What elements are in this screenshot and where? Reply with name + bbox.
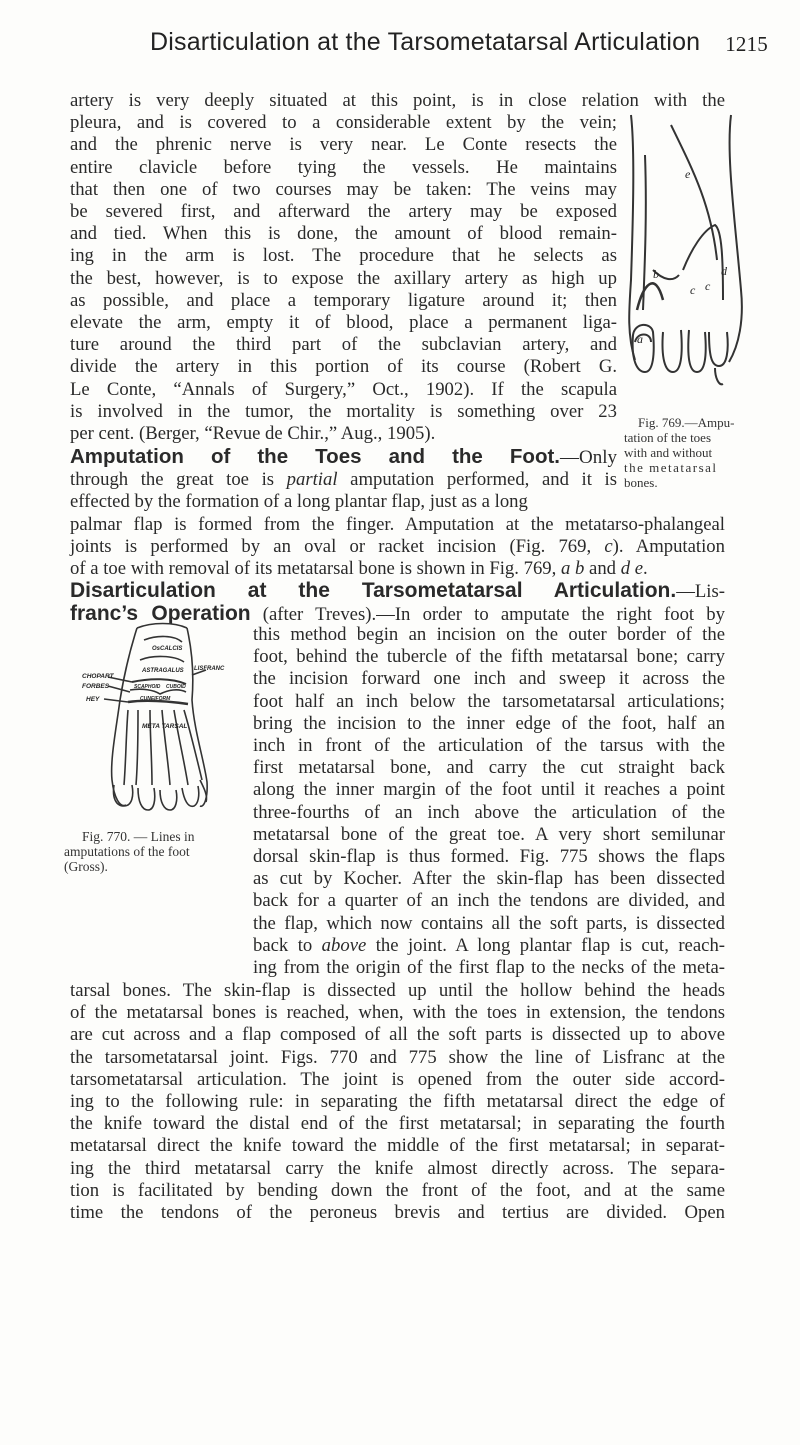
text-line: elevate the arm, empty it of blood, place a permanent liga- <box>70 312 617 334</box>
text-line: as cut by Kocher. After the skin-flap has been dissected <box>253 868 725 890</box>
caption-line: Fig. 770. — Lines in <box>82 829 195 844</box>
text-line: and tied. When this is done, the amount of blood remain- <box>70 223 617 245</box>
fig769-label-b: b <box>653 267 659 281</box>
text-line: as possible, and place a temporary ligature around it; then <box>70 289 617 311</box>
italic-run: d e <box>620 558 643 580</box>
fig770-label-metatarsal: META TARSAL <box>142 723 188 730</box>
text-line: pleura, and is covered to a considerable extent by the vein; <box>70 112 617 134</box>
fig770-label-chopart: CHOPART <box>82 673 114 680</box>
fig770-label-oscalcis: OsCALCIS <box>152 646 183 652</box>
text-line: time the tendons of the peroneus brevis and tertius are divided. Open <box>70 1202 725 1224</box>
fig770-label-cuneiform: CUNEIFORM <box>140 696 171 702</box>
caption-line: amputations of the foot <box>64 844 190 859</box>
figure-770-foot-lines <box>82 620 247 820</box>
text-line: entire clavicle before tying the vessels. He maintains <box>70 156 617 178</box>
fig769-label-a: a <box>637 332 643 346</box>
fig770-label-hey: HEY <box>86 696 100 703</box>
text-line <box>70 536 725 558</box>
section-heading-line <box>70 580 725 603</box>
text-line: ture around the third part of the subclavian artery, and <box>70 334 617 356</box>
text-line: Le Conte, “Annals of Surgery,” Oct., 1902). If the scapula <box>70 378 617 400</box>
text-line: dorsal skin-flap is thus formed. Fig. 775 shows the flaps <box>253 846 725 868</box>
text-line: metatarsal direct the knife toward the middle of the first metatarsal; in separat- <box>70 1135 725 1157</box>
text-line: the incision forward one inch and sweep it across the <box>253 668 725 690</box>
text-run: (after Treves).—In order to amputate the right foot by <box>250 604 725 626</box>
section-heading-cont: franc’s Operation <box>70 602 251 626</box>
figure-769-caption <box>624 415 749 490</box>
text-line: and the phrenic nerve is very near. Le Conte resects the <box>70 134 617 156</box>
text-line: ing the third metatarsal carry the knife almost directly across. The separa- <box>70 1157 725 1179</box>
lisfranc-wrapped-text <box>253 624 725 979</box>
figure-769-toe-amputation <box>623 110 753 410</box>
text-line: of the metatarsal bones is reached, when, with the toes in extension, the tendons <box>70 1002 725 1024</box>
header-title: Disarticulation at the Tarsometatarsal Articulation <box>150 28 701 56</box>
text-line <box>253 935 725 957</box>
section-lead: —Only <box>560 447 617 468</box>
text-run: through the great toe is <box>70 469 287 491</box>
italic-run: partial <box>286 469 338 491</box>
figure-770-caption <box>64 829 244 874</box>
fig769-label-e: e <box>685 167 691 181</box>
caption-line: with and without <box>624 445 713 460</box>
text-line: foot half an inch below the tarsometatarsal articulations; <box>253 690 725 712</box>
text-line: tarsometatarsal articulation. The joint is opened from the outer side accord- <box>70 1068 725 1090</box>
page-number: 1215 <box>725 32 768 56</box>
text-line: the knife toward the distal end of the first metatarsal; in separating the fourth <box>70 1113 725 1135</box>
text-line: ing in the arm is lost. The procedure that he selects as <box>70 245 617 267</box>
text-line: the flap, which now contains all the soft parts, is dissected <box>253 912 725 934</box>
caption-line: bones. <box>624 475 658 490</box>
text-line <box>70 469 617 491</box>
fig770-label-astragalus: ASTRAGALUS <box>142 668 184 674</box>
fig770-label-cuboid: CUBOID <box>166 684 186 690</box>
fig769-label-c1: c <box>690 283 696 297</box>
text-line: per cent. (Berger, “Revue de Chir.,” Aug., 1905). <box>70 423 436 445</box>
text-run: back to <box>253 934 322 956</box>
caption-line: the metatarsal <box>624 460 718 475</box>
text-line: tarsal bones. The skin-flap is dissected up until the hollow behind the heads <box>70 980 725 1001</box>
text-line: this method begin an incision on the outer border of the <box>253 624 725 645</box>
text-line: be severed first, and afterward the artery may be exposed <box>70 201 617 223</box>
section-heading-line <box>70 446 617 469</box>
text-line: tion is facilitated by bending down the front of the foot, and at the same <box>70 1179 725 1201</box>
section-heading: Amputation of the Toes and the Foot. <box>70 445 560 468</box>
caption-line: (Gross). <box>64 859 108 874</box>
text-line: the best, however, is to expose the axillary artery as high up <box>70 267 617 289</box>
italic-run: c <box>604 535 613 557</box>
text-line: back for a quarter of an inch the tendons are divided, and <box>253 890 725 912</box>
italic-run: above <box>321 934 367 956</box>
text-line: bring the incision to the inner edge of the foot, half an <box>253 712 725 734</box>
fig770-label-lisfranc: LISFRANC <box>194 666 225 672</box>
text-run: ). Amputation <box>612 535 725 557</box>
text-run: of a toe with removal of its metatarsal bone is shown in Fig. 769, <box>70 558 561 580</box>
italic-run: a b <box>561 558 585 580</box>
lisfranc-full-text <box>70 980 725 1224</box>
text-line: palmar flap is formed from the finger. Amputation at the metatarso-phalangeal <box>70 513 725 535</box>
section-heading: Disarticulation at the Tarsometatarsal Articulation. <box>70 579 677 602</box>
text-run: the joint. A long plantar flap is cut, reach- <box>366 934 726 956</box>
text-line: that then one of two courses may be taken: The veins may <box>70 178 617 200</box>
text-line <box>70 558 725 580</box>
text-run: amputation performed, and it is <box>337 469 617 491</box>
text-run: joints is performed by an oval or racket incision (Fig. 769, <box>70 535 605 557</box>
text-line: first metatarsal bone, and carry the cut straight back <box>253 757 725 779</box>
fig770-label-scaphoid: SCAPHOID <box>134 684 161 690</box>
caption-line: Fig. 769.—Ampu- <box>638 415 735 430</box>
text-line: artery is very deeply situated at this point, is in close relation with the <box>70 90 725 111</box>
text-run: and <box>584 558 621 580</box>
text-line: the tarsometatarsal joint. Figs. 770 and 775 show the line of Lisfranc at the <box>70 1046 725 1068</box>
caption-line: tation of the toes <box>624 430 712 445</box>
text-run: —Lis- <box>676 581 725 602</box>
text-line: ing to the following rule: in separating the fifth metatarsal direct the edge of <box>70 1091 725 1113</box>
text-line: foot, behind the tubercle of the fifth metatarsal bone; carry <box>253 646 725 668</box>
text-line: is involved in the tumor, the mortality is something over 23 <box>70 400 617 422</box>
text-line: divide the artery in this portion of its course (Robert G. <box>70 356 617 378</box>
fig769-label-c2: c <box>705 279 711 293</box>
fig770-label-forbes: FORBES <box>82 683 110 690</box>
text-line: are cut across and a flap composed of all the soft parts is dissected up to above <box>70 1024 725 1046</box>
fig769-label-d: d <box>721 264 727 278</box>
text-run: . <box>643 558 648 580</box>
text-line: inch in front of the articulation of the tarsus with the <box>253 735 725 757</box>
text-line: effected by the formation of a long plantar flap, just as a long <box>70 491 528 513</box>
text-line: metatarsal bone of the great toe. A very short semilunar <box>253 823 725 845</box>
text-line: along the inner margin of the foot until it reaches a point <box>253 779 725 801</box>
text-line: ing from the origin of the first flap to the necks of the meta- <box>253 957 725 979</box>
text-line: three-fourths of an inch above the articulation of the <box>253 801 725 823</box>
